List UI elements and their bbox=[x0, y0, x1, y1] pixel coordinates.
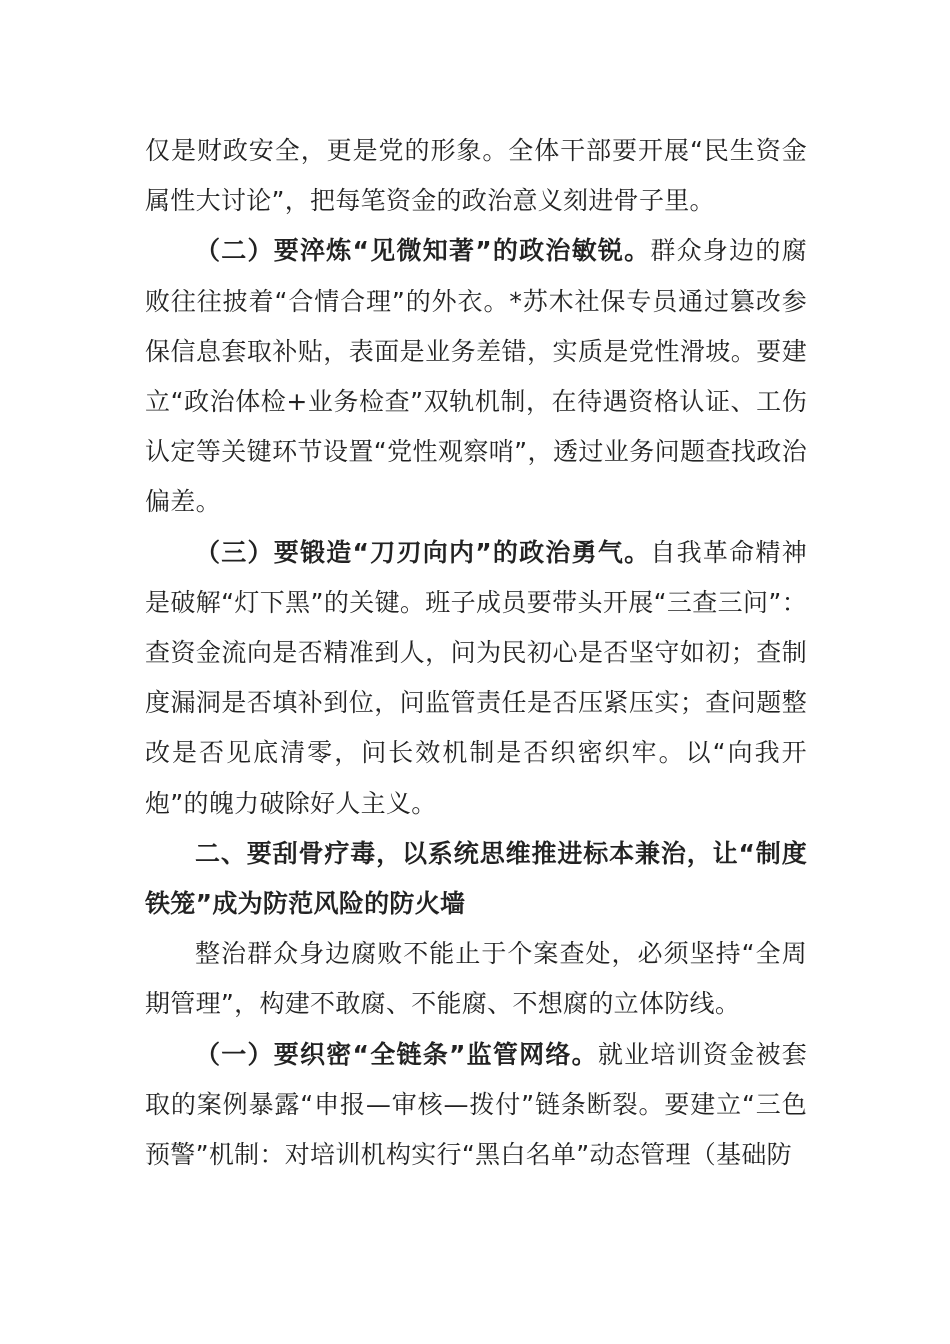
paragraph-lead: （一）要织密“全链条”监管网络。 bbox=[195, 1039, 598, 1069]
paragraph-continued bbox=[145, 126, 807, 226]
paragraph-text: 自我革命精神是破解“灯下黑”的关键。班子成员要带头开展“三查三问”：查资金流向是否精准到人，问为民初心是否坚守如初；查制度漏洞是否填补到位，问监管责任是否压紧压实；查问题整改是否见底清零，问长效机制是否织密织牢。以“向我开炮”的魄力破除好人主义。 bbox=[145, 537, 807, 818]
paragraph-section-1-2 bbox=[145, 226, 807, 527]
paragraph-text: 仅是财政安全，更是党的形象。全体干部要开展“民生资金属性大讨论”，把每笔资金的政治意义刻进骨子里。 bbox=[145, 136, 807, 216]
document-body bbox=[145, 126, 807, 1180]
section-heading-2: 二、要刮骨疗毒，以系统思维推进标本兼治，让“制度铁笼”成为防范风险的防火墙 bbox=[145, 838, 807, 919]
paragraph-text: 就业培训资金被套取的案例暴露“申报—审核—拨付”链条断裂。要建立“三色预警”机制：对培训机构实行“黑白名单”动态管理（基础防 bbox=[145, 1039, 807, 1170]
paragraph-section-2-1 bbox=[145, 1030, 807, 1181]
paragraph-text: 群众身边的腐败往往披着“合情合理”的外衣。*苏木社保专员通过篡改参保信息套取补贴，表面是业务差错，实质是党性滑坡。要建立“政治体检+业务检查”双轨机制，在待遇资格认证、工伤认定等关键环节设置“党性观察哨”，透过业务问题查找政治偏差。 bbox=[145, 236, 807, 517]
paragraph-section-2-intro bbox=[145, 929, 807, 1029]
paragraph-section-1-3 bbox=[145, 528, 807, 829]
paragraph-text: 整治群众身边腐败不能止于个案查处，必须坚持“全周期管理”，构建不敢腐、不能腐、不想腐的立体防线。 bbox=[145, 939, 807, 1019]
paragraph-lead: （二）要淬炼“见微知著”的政治敏锐。 bbox=[195, 236, 651, 266]
paragraph-lead: （三）要锻造“刀刃向内”的政治勇气。 bbox=[195, 537, 651, 567]
